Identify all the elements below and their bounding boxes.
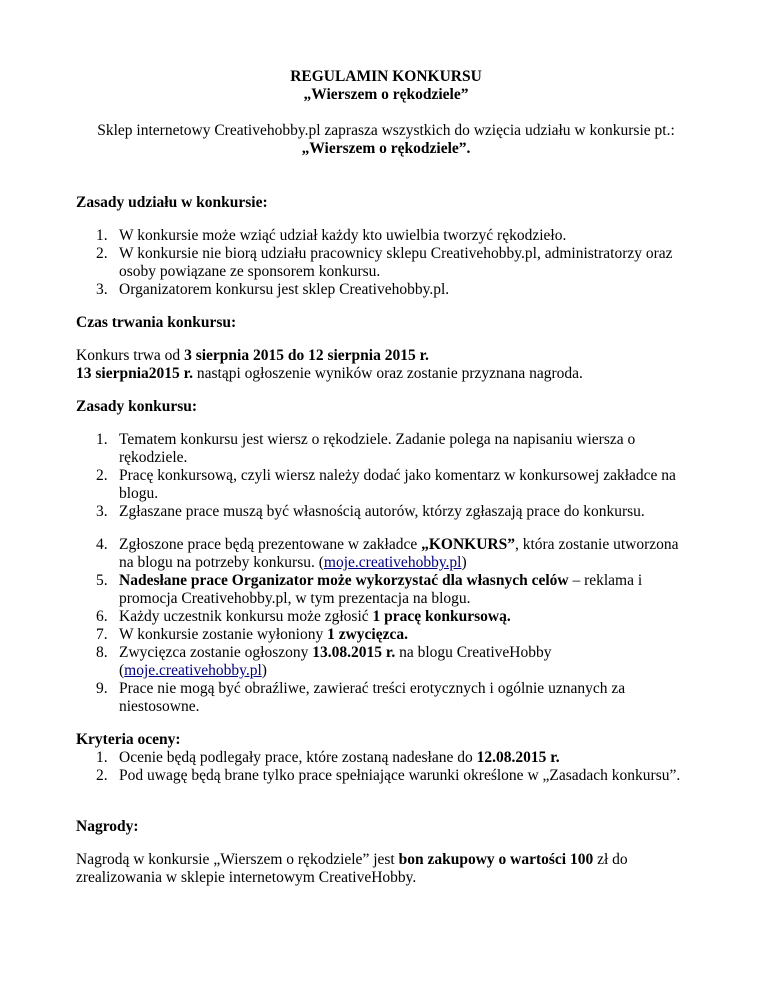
list-item: 5. Nadesłane prace Organizator może wykorzystać dla własnych celów – reklama i promocja Creativehobby.pl, w tym prezentacja na blogu. [96,572,643,607]
list-item: 4. Zgłoszone prace będą prezentowane w zakładce „KONKURS”, która zostanie utworzona na blogu na potrzeby konkursu. (moje.creativehobby.pl) [96,536,679,571]
list-item: 1. Ocenie będą podlegały prace, które zostaną nadesłane do 12.08.2015 r. [96,749,560,766]
list-item: 6. Każdy uczestnik konkursu może zgłosić 1 pracę konkursową. [96,608,511,625]
blog-link[interactable]: moje.creativehobby.pl [124,662,262,679]
list-item: 2. Pod uwagę będą brane tylko prace spełniające warunki określone w „Zasadach konkursu”. [96,767,681,784]
list-item: 8. Zwycięzca zostanie ogłoszony 13.08.2015 r. na blogu CreativeHobby (moje.creativehobby.pl) [96,644,552,679]
intro-contest-name: „Wierszem o rękodziele”. [301,140,471,157]
list-item: 7. W konkursie zostanie wyłoniony 1 zwycięzca. [96,626,408,643]
list-item: 2. W konkursie nie biorą udziału pracownicy sklepu Creativehobby.pl, administratorzy oraz osoby powiązane ze sponsorem konkursu. [96,245,673,280]
section-heading-rules: Zasady konkursu: [76,398,198,415]
list-item: 3. Organizatorem konkursu jest sklep Creativehobby.pl. [96,281,450,298]
list-item: 1. Tematem konkursu jest wiersz o rękodziele. Zadanie polega na napisaniu wiersza o rękodziele. [96,431,636,466]
rules-list-part-1 [76,431,696,521]
intro [76,122,696,158]
rules-list-part-2 [76,536,696,716]
title-line-1: REGULAMIN KONKURSU [290,68,482,85]
section-heading-criteria: Kryteria oceny: [76,731,181,748]
list-item: 1. W konkursie może wziąć udział każdy kto uwielbia tworzyć rękodzieło. [96,227,567,244]
section-heading-duration: Czas trwania konkursu: [76,314,237,331]
list-item: 3. Zgłaszane prace muszą być własnością autorów, którzy zgłaszają prace do konkursu. [96,503,645,520]
document-title [76,68,696,104]
list-item: 9. Prace nie mogą być obraźliwe, zawierać treści erotycznych i ogólnie uznanych za niestosowne. [96,680,626,715]
section-heading-prizes: Nagrody: [76,818,139,835]
participation-list [76,227,696,299]
section-heading-participation: Zasady udziału w konkursie: [76,194,268,211]
list-item: 2. Pracę konkursową, czyli wiersz należy dodać jako komentarz w konkursowej zakładce na blogu. [96,467,676,502]
prizes-text: Nagrodą w konkursie „Wierszem o rękodziele” jest bon zakupowy o wartości 100 zł do zrealizowania w sklepie internetowym CreativeHobby. [76,851,628,886]
intro-text: Sklep internetowy Creativehobby.pl zaprasza wszystkich do wzięcia udziału w konkursie pt.: [97,122,675,139]
title-line-2: „Wierszem o rękodziele” [303,86,469,103]
blog-link[interactable]: moje.creativehobby.pl [323,554,462,571]
duration-text: Konkurs trwa od 3 sierpnia 2015 do 12 sierpnia 2015 r. 13 sierpnia2015 r. nastąpi ogłoszenie wyników oraz zostanie przyznana nagroda. [76,347,583,382]
criteria-list [76,749,696,785]
document-page [76,68,696,887]
